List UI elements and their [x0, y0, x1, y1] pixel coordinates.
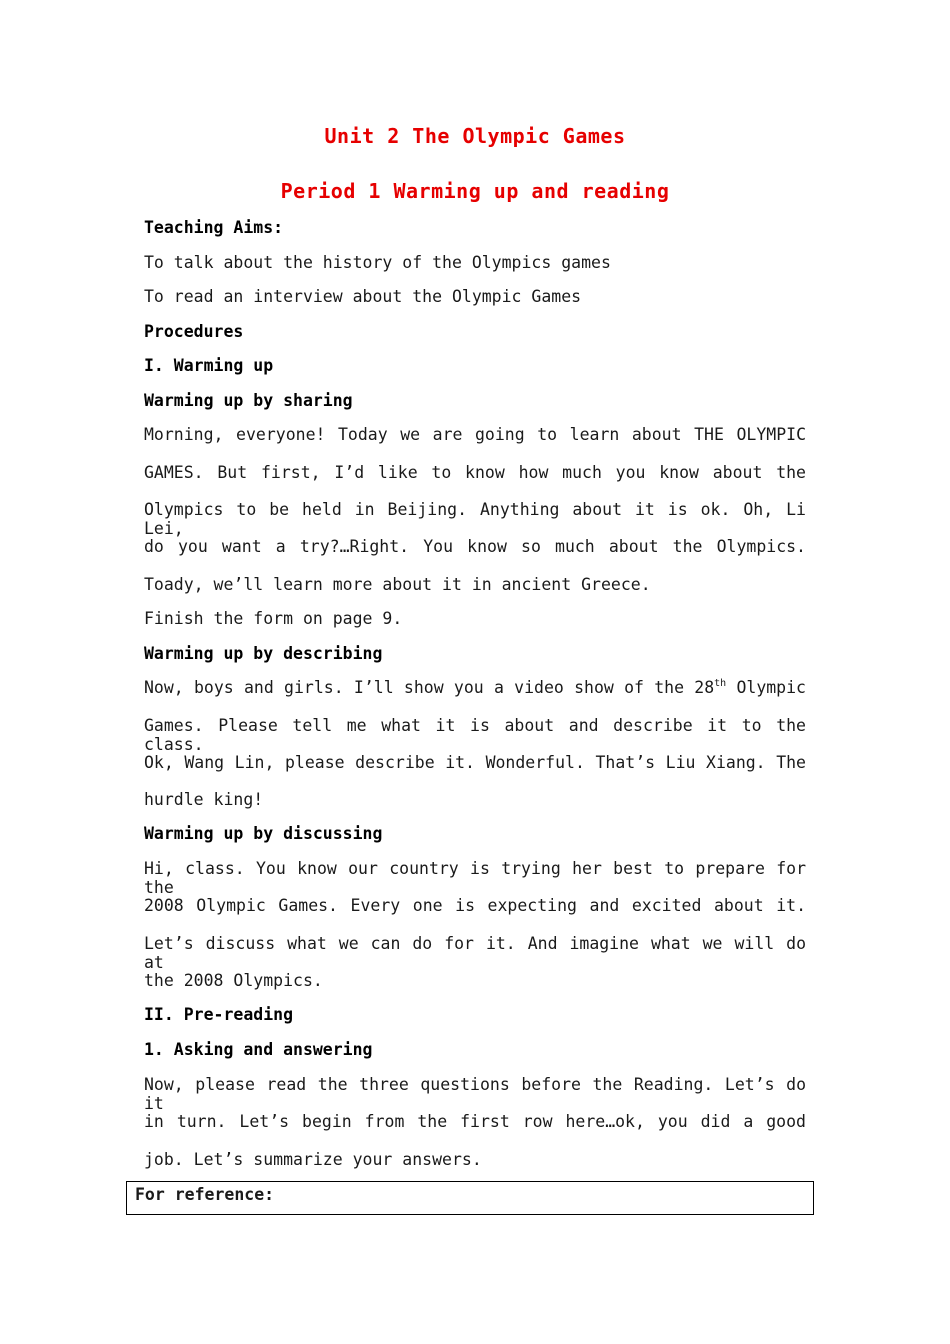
line-text: Now, boys and girls. I’ll show you a video show of the 28	[144, 678, 715, 697]
line-text: Olympic	[726, 678, 806, 697]
paragraph-line: job. Let’s summarize your answers.	[144, 1150, 482, 1169]
aim-item: To talk about the history of the Olympics games	[144, 253, 611, 272]
subheading-asking: 1. Asking and answering	[144, 1040, 373, 1059]
teaching-aims-heading: Teaching Aims:	[144, 218, 284, 237]
paragraph-line: Morning, everyone! Today we are going to learn about THE OLYMPIC	[144, 425, 806, 444]
paragraph-line: GAMES. But first, I’d like to know how much you know about the	[144, 463, 806, 482]
section-heading-pre-reading: II. Pre-reading	[144, 1005, 294, 1024]
paragraph-line: 2008 Olympic Games. Every one is expecting and excited about it.	[144, 896, 806, 915]
ordinal-suffix: th	[714, 678, 727, 689]
reference-label: For reference:	[135, 1185, 275, 1204]
procedures-heading: Procedures	[144, 322, 244, 341]
paragraph-line	[144, 678, 806, 697]
document-title: Unit 2 The Olympic Games	[324, 124, 626, 148]
paragraph-line: Finish the form on page 9.	[144, 609, 403, 628]
paragraph-line: Games. Please tell me what it is about and describe it to the class.	[144, 716, 806, 754]
document-subtitle: Period 1 Warming up and reading	[280, 179, 670, 203]
paragraph-line: Olympics to be held in Beijing. Anything about it is ok. Oh, Li Lei,	[144, 500, 806, 538]
aim-item: To read an interview about the Olympic Games	[144, 287, 582, 306]
subheading-discussing: Warming up by discussing	[144, 824, 383, 843]
paragraph-line: Ok, Wang Lin, please describe it. Wonderful. That’s Liu Xiang. The	[144, 753, 806, 772]
paragraph-line: Let’s discuss what we can do for it. And imagine what we will do at	[144, 934, 806, 972]
paragraph-line: Now, please read the three questions before the Reading. Let’s do it	[144, 1075, 806, 1113]
paragraph-line: Toady, we’ll learn more about it in ancient Greece.	[144, 575, 651, 594]
paragraph-line: do you want a try?…Right. You know so much about the Olympics.	[144, 537, 806, 556]
reference-box	[126, 1181, 814, 1215]
paragraph-line: in turn. Let’s begin from the first row here…ok, you did a good	[144, 1112, 806, 1131]
paragraph-line: Hi, class. You know our country is trying her best to prepare for the	[144, 859, 806, 897]
section-heading-warming-up: I. Warming up	[144, 356, 274, 375]
paragraph-line: the 2008 Olympics.	[144, 971, 323, 990]
paragraph-line: hurdle king!	[144, 790, 264, 809]
subheading-sharing: Warming up by sharing	[144, 391, 353, 410]
subheading-describing: Warming up by describing	[144, 644, 383, 663]
